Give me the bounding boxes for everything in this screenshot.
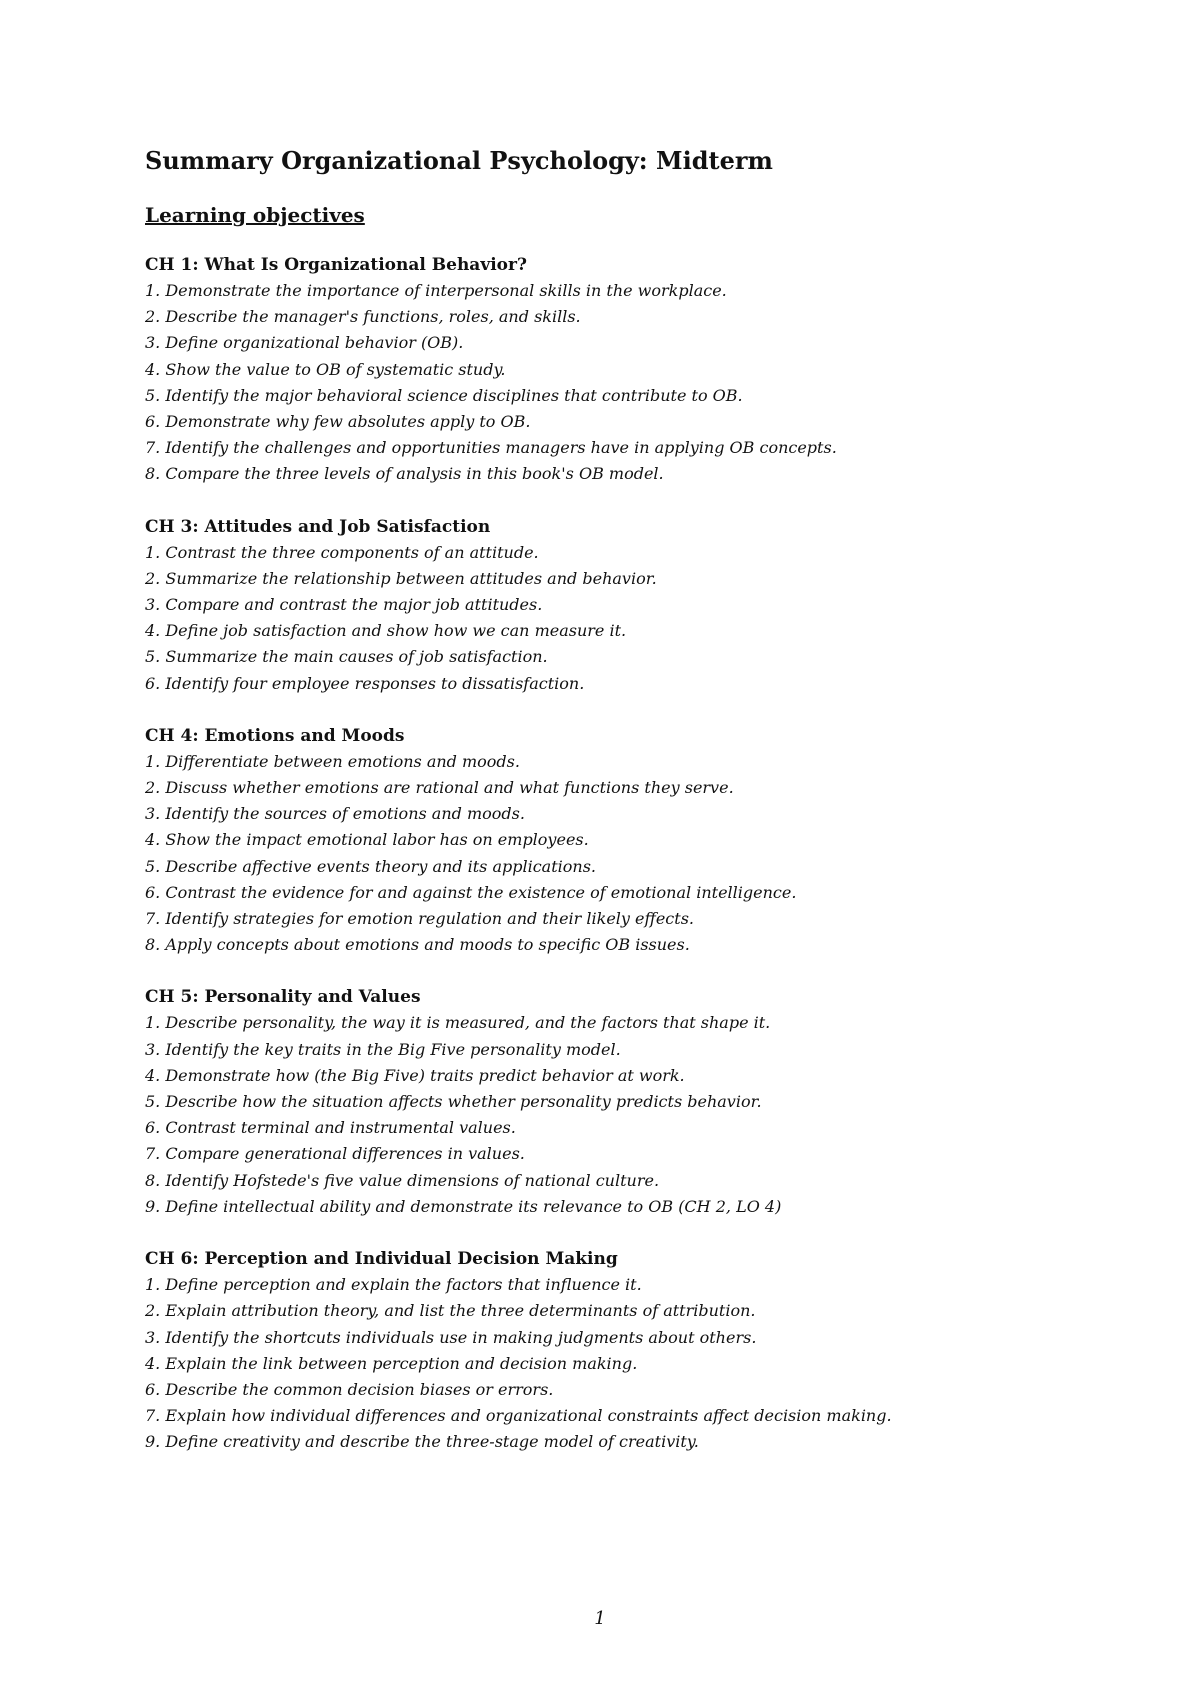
learning-objective: 1. Contrast the three components of an attitude. — [145, 542, 539, 562]
chapter-heading: CH 5: Personality and Values — [145, 987, 421, 1008]
learning-objective: 9. Define intellectual ability and demonstrate its relevance to OB (CH 2, LO 4) — [145, 1196, 782, 1216]
chapter-4-section — [145, 723, 1045, 959]
document-body — [145, 146, 1045, 1482]
learning-objective: 4. Show the impact emotional labor has on employees. — [145, 830, 589, 850]
learning-objective: 7. Explain how individual differences and organizational constraints affect decision making. — [145, 1406, 892, 1426]
learning-objective: 2. Summarize the relationship between attitudes and behavior. — [145, 568, 657, 588]
learning-objective: 3. Define organizational behavior (OB). — [145, 333, 464, 353]
learning-objective: 9. Define creativity and describe the three-stage model of creativity. — [145, 1432, 699, 1452]
chapter-heading: CH 4: Emotions and Moods — [145, 725, 405, 746]
chapter-6-section — [145, 1246, 1045, 1455]
learning-objective: 2. Discuss whether emotions are rational and what functions they serve. — [145, 778, 734, 798]
learning-objective: 4. Show the value to OB of systematic study. — [145, 359, 506, 379]
chapter-3-section — [145, 514, 1045, 697]
learning-objective: 6. Contrast the evidence for and against the existence of emotional intelligence. — [145, 882, 797, 902]
learning-objective: 5. Describe how the situation affects whether personality predicts behavior. — [145, 1092, 762, 1112]
learning-objective: 6. Describe the common decision biases or errors. — [145, 1379, 554, 1399]
chapter-heading: CH 3: Attitudes and Job Satisfaction — [145, 516, 491, 537]
learning-objective: 4. Define job satisfaction and show how we can measure it. — [145, 621, 627, 641]
learning-objective: 1. Describe personality, the way it is measured, and the factors that shape it. — [145, 1013, 771, 1033]
learning-objective: 3. Identify the shortcuts individuals use in making judgments about others. — [145, 1327, 757, 1347]
learning-objective: 1. Demonstrate the importance of interpersonal skills in the workplace. — [145, 281, 727, 300]
learning-objective: 8. Identify Hofstede's five value dimensions of national culture. — [145, 1170, 660, 1190]
learning-objective: 8. Compare the three levels of analysis in this book's OB model. — [145, 464, 664, 484]
learning-objective: 7. Identify the challenges and opportunities managers have in applying OB concepts. — [145, 438, 837, 458]
learning-objective: 8. Apply concepts about emotions and moods to specific OB issues. — [145, 935, 690, 955]
learning-objective: 6. Demonstrate why few absolutes apply to OB. — [145, 412, 531, 432]
learning-objective: 3. Identify the sources of emotions and moods. — [145, 804, 525, 824]
page-number: 1 — [594, 1608, 606, 1629]
learning-objective: 1. Define perception and explain the factors that influence it. — [145, 1275, 642, 1295]
chapter-1-section — [145, 252, 1045, 488]
learning-objective: 6. Identify four employee responses to dissatisfaction. — [145, 673, 585, 693]
learning-objective: 7. Identify strategies for emotion regulation and their likely effects. — [145, 909, 694, 929]
chapter-5-section — [145, 984, 1045, 1220]
document-title: Summary Organizational Psychology: Midterm — [145, 146, 773, 175]
learning-objective: 2. Explain attribution theory, and list the three determinants of attribution. — [145, 1301, 756, 1321]
learning-objective: 2. Describe the manager's functions, roles, and skills. — [145, 307, 581, 327]
learning-objective: 3. Compare and contrast the major job attitudes. — [145, 595, 543, 615]
chapter-heading: CH 6: Perception and Individual Decision Making — [145, 1249, 618, 1270]
learning-objective: 4. Demonstrate how (the Big Five) traits predict behavior at work. — [145, 1065, 685, 1085]
section-heading-learning-objectives: Learning objectives — [145, 203, 365, 227]
chapter-heading: CH 1: What Is Organizational Behavior? — [145, 255, 527, 275]
learning-objective: 5. Identify the major behavioral science disciplines that contribute to OB. — [145, 385, 743, 405]
learning-objective: 5. Summarize the main causes of job satisfaction. — [145, 647, 548, 667]
learning-objective: 5. Describe affective events theory and its applications. — [145, 856, 596, 876]
learning-objective: 4. Explain the link between perception and decision making. — [145, 1353, 638, 1373]
learning-objective: 6. Contrast terminal and instrumental values. — [145, 1118, 516, 1138]
learning-objective: 7. Compare generational differences in values. — [145, 1144, 525, 1164]
learning-objective: 1. Differentiate between emotions and moods. — [145, 751, 520, 771]
learning-objective: 3. Identify the key traits in the Big Five personality model. — [145, 1039, 621, 1059]
